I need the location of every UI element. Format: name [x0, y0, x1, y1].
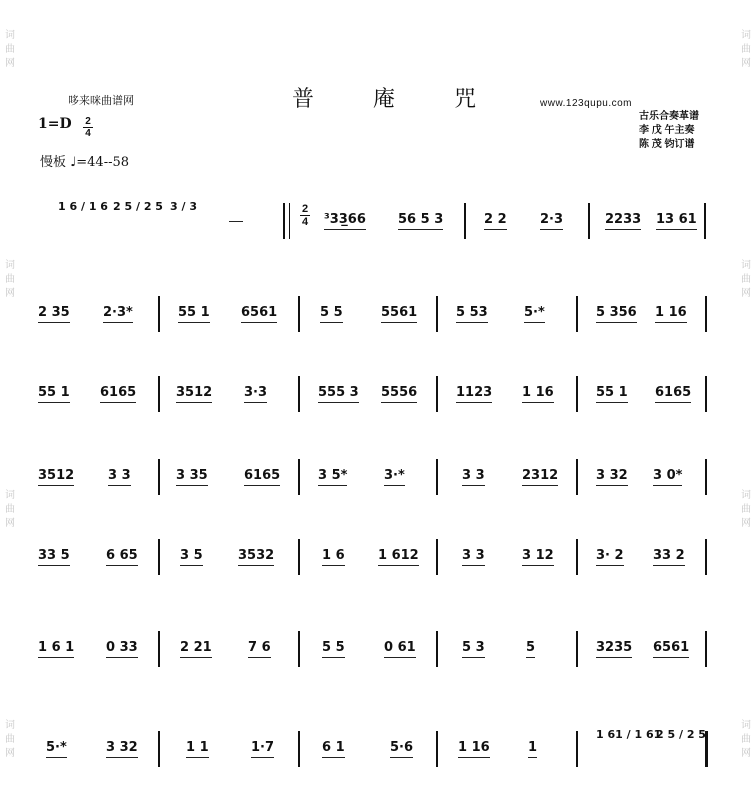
note-group: 3· 2 [596, 548, 624, 563]
note-group: 3512 [38, 468, 75, 483]
bar-line [298, 731, 300, 767]
watermark-char: 网 [5, 748, 15, 759]
bar-line [576, 631, 578, 667]
bar-line [436, 376, 438, 412]
tempo-marking: 慢板 ♩=44--58 [40, 155, 130, 170]
bar-line [298, 376, 300, 412]
bar-line [158, 296, 160, 332]
watermark-char: 曲 [741, 274, 751, 285]
note-group: 2 21 [180, 640, 212, 655]
bar-line [289, 203, 290, 239]
note-group: 5·* [524, 305, 545, 320]
watermark-char: 曲 [5, 734, 15, 745]
note-group: 6165 [655, 385, 692, 400]
credits [639, 110, 739, 152]
watermark-char: 词 [741, 30, 751, 41]
note-group: 2312 [522, 468, 559, 483]
bar-line [705, 631, 707, 667]
note-group: 6 1 [322, 740, 345, 755]
note-group: 2·3 [540, 212, 564, 227]
note-group: 2 5 / 2 5 [113, 200, 163, 213]
bar-line [576, 459, 578, 495]
credit-line: 陈 茂 钧订谱 [639, 139, 695, 150]
note-group: 1 16 [655, 305, 687, 320]
note-group: 3532 [238, 548, 275, 563]
note-group: 1 61 / 1 61 [596, 728, 662, 741]
bar-line [158, 376, 160, 412]
note-group: ³33̲66 [324, 212, 366, 227]
note-group: 3 5 [180, 548, 203, 563]
note-group: 5 53 [456, 305, 488, 320]
note-group: 55 1 [178, 305, 210, 320]
bar-line [436, 631, 438, 667]
note-group: 1 1 [186, 740, 209, 755]
note-group: 3 12 [522, 548, 554, 563]
site-url[interactable]: www.123qupu.com [540, 98, 632, 109]
watermark-char: 曲 [5, 44, 15, 55]
time-numerator: 2 [85, 116, 91, 127]
watermark-char: 网 [741, 748, 751, 759]
note-group: 2 2 [484, 212, 507, 227]
note-group: 5 3 [462, 640, 485, 655]
watermark-char: 网 [741, 58, 751, 69]
note-group: 6561 [653, 640, 690, 655]
note-group: 3 3 [462, 468, 485, 483]
watermark-char: 曲 [5, 504, 15, 515]
note-group: 3 3 [462, 548, 485, 563]
bar-line [705, 731, 708, 767]
bar-line [298, 296, 300, 332]
note-group: 55 1 [38, 385, 70, 400]
bar-line [436, 731, 438, 767]
watermark-char: 词 [5, 720, 15, 731]
note-group: 5556 [381, 385, 418, 400]
note-group: 5 5 [322, 640, 345, 655]
note-group: 555 3 [318, 385, 359, 400]
note-group: 55 1 [596, 385, 628, 400]
bar-line [436, 539, 438, 575]
bar-line [705, 296, 707, 332]
note-group: 1 16 [458, 740, 490, 755]
bar-line [705, 459, 707, 495]
bar-line [283, 203, 285, 239]
note-group: 5·* [46, 740, 67, 755]
note-group: 2 35 [38, 305, 70, 320]
site-name: 哆来咪曲谱网 [68, 95, 134, 107]
bar-line [436, 459, 438, 495]
watermark-char: 曲 [741, 734, 751, 745]
watermark-left [3, 0, 17, 802]
note-group: 1 [528, 740, 538, 755]
watermark-char: 词 [5, 30, 15, 41]
score-title: 普 庵 咒 [292, 87, 502, 112]
watermark-char: 网 [741, 288, 751, 299]
note-group: 3512 [176, 385, 213, 400]
watermark-char: 网 [741, 518, 751, 529]
watermark-char: 词 [5, 490, 15, 501]
bar-line [705, 539, 707, 575]
watermark-right [739, 0, 753, 802]
bar-line [158, 539, 160, 575]
time-denominator: 4 [83, 127, 93, 139]
note-group: 6561 [241, 305, 278, 320]
bar-line [576, 539, 578, 575]
note-group: 3 0* [653, 468, 683, 483]
bar-line [158, 459, 160, 495]
note-group: 2233 [605, 212, 642, 227]
bar-line [576, 731, 578, 767]
note-group: 5 5 [320, 305, 343, 320]
note-group: 2 5 / 2 5 [656, 728, 706, 741]
key-signature: 1=D [38, 116, 72, 132]
watermark-char: 词 [741, 720, 751, 731]
note-group: 3235 [596, 640, 633, 655]
note-group: 3 5* [318, 468, 348, 483]
bar-line [576, 376, 578, 412]
note-group: 6165 [100, 385, 137, 400]
note-group: 3·* [384, 468, 405, 483]
note-group: 1 612 [378, 548, 419, 563]
note-group: 2·3* [103, 305, 133, 320]
note-group: 3 32 [106, 740, 138, 755]
note-group: 33 2 [653, 548, 685, 563]
note-group: 0 33 [106, 640, 138, 655]
note-group: 1 16 [522, 385, 554, 400]
time-signature: 2 4 [301, 203, 309, 228]
note-group: 6165 [244, 468, 281, 483]
note-group: 1123 [456, 385, 493, 400]
bar-line [704, 203, 706, 239]
watermark-char: 曲 [741, 504, 751, 515]
note-group: 3 32 [596, 468, 628, 483]
watermark-char: 词 [741, 490, 751, 501]
bar-line [705, 376, 707, 412]
note-group: 33 5 [38, 548, 70, 563]
watermark-char: 网 [5, 518, 15, 529]
note-group: 3 3 [108, 468, 131, 483]
note-group: 1 6 1 [38, 640, 75, 655]
note-group: 5 [526, 640, 536, 655]
note-group: 0 61 [384, 640, 416, 655]
note-group: 7 6 [248, 640, 271, 655]
note-group: 13 61 [656, 212, 697, 227]
watermark-char: 曲 [5, 274, 15, 285]
note-group: 56 5 3 [398, 212, 444, 227]
watermark-char: 网 [5, 288, 15, 299]
credit-line: 李 戊 午主奏 [639, 125, 695, 136]
time-signature [83, 116, 93, 139]
note-group: 1 6 [322, 548, 345, 563]
note-group: 3·3 [244, 385, 268, 400]
bar-line [576, 296, 578, 332]
bar-line [298, 631, 300, 667]
watermark-char: 网 [5, 58, 15, 69]
note-group: 5561 [381, 305, 418, 320]
bar-line [298, 459, 300, 495]
watermark-char: 词 [741, 260, 751, 271]
note-group: 1·7 [251, 740, 275, 755]
note-group: 5·6 [390, 740, 414, 755]
watermark-char: 词 [5, 260, 15, 271]
note-group: 1 6 / 1 6 [58, 200, 108, 213]
note-group: 3 / 3 [170, 200, 197, 213]
bar-line [436, 296, 438, 332]
bar-line [588, 203, 590, 239]
note-group: 6 65 [106, 548, 138, 563]
bar-line [158, 731, 160, 767]
watermark-char: 曲 [741, 44, 751, 55]
credit-line: 古乐合奏革谱 [639, 111, 699, 122]
bar-line [298, 539, 300, 575]
dash: — [229, 212, 243, 228]
note-group: 5 356 [596, 305, 637, 320]
note-group: 3 35 [176, 468, 208, 483]
bar-line [158, 631, 160, 667]
bar-line [464, 203, 466, 239]
